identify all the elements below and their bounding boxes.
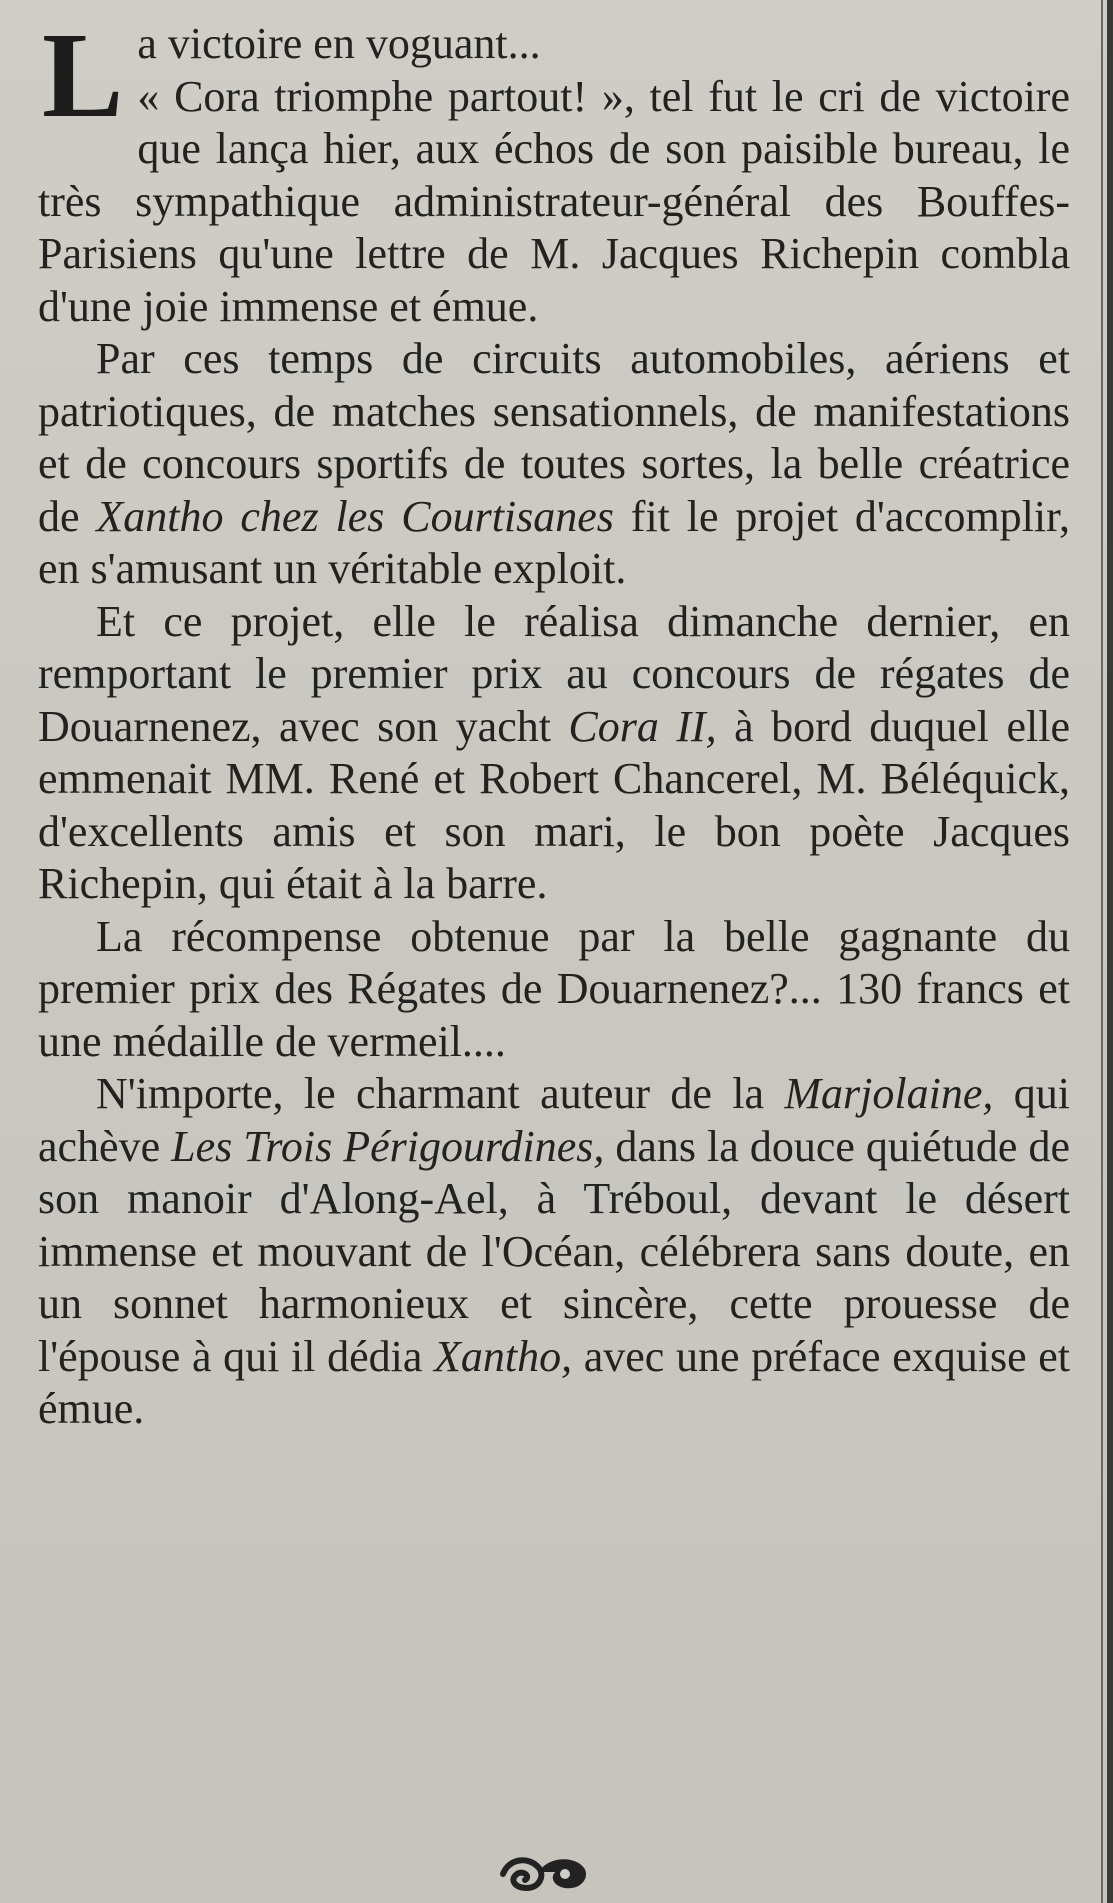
paragraph-2-text-b: fit le projet d'accomplir, en s'amusant un véritable exploit. [38,491,1071,593]
paragraph-1-opening: a victoire en voguant... [137,19,541,68]
work-title-xantho: Xantho, [434,1331,573,1381]
paragraph-5 [38,1068,1070,1436]
paragraph-3-text-a: Et ce projet, elle le réalisa dimanche dernier, en remportant le premier prix au concours de régates de Douarnenez, avec son yacht [38,596,1070,751]
column-rule [1107,0,1113,1903]
work-title-perigourdines: Les Trois Périgourdines, [171,1121,605,1171]
paragraph-5-text-c: dans la douce quiétude de son manoir d'Along-Ael, à Tréboul, devant le désert immense et mouvant de l'Océan, célébrera sans doute, en un sonnet harmonieux et sincère, cette prouesse de l'épouse à qui il dédia [38,1121,1070,1381]
drop-cap: L [42,8,124,143]
article-body [38,8,1071,1436]
paragraph-1-text: « Cora triomphe partout! », tel fut le cri de victoire que lança hier, aux échos de son paisible bureau, le très sympathique administrateur-général des Bouffes-Parisiens qu'une lettre de M. Jacques Richepin combla d'une joie immense et émue. [38,71,1070,331]
paragraph-5-text-b: qui achève [38,1069,1070,1171]
paragraph-1 [38,8,1070,333]
yacht-name: Cora II, [568,701,717,751]
play-title: Xantho chez les Courtisanes [96,491,614,541]
paragraph-4-text: La récompense obtenue par la belle gagnante du premier prix des Régates de Douarnenez?... 130 francs et une médaille de vermeil.... [38,911,1070,1066]
paragraph-5-text-a: N'importe, le charmant auteur de la [96,1069,785,1118]
paragraph-2-text-a: Par ces temps de circuits automobiles, aériens et patriotiques, de matches sensationnels, de manifestations et de concours sportifs de toutes sortes, la belle créatrice de [38,334,1070,541]
paragraph-4 [38,911,1070,1069]
paragraph-5-text-d: avec une préface exquise et émue. [38,1331,1070,1433]
column-rule-inner [1101,0,1103,1903]
paragraph-3 [38,596,1070,911]
paragraph-2 [38,333,1070,596]
work-title-marjolaine: Marjolaine, [784,1069,994,1118]
fleuron-icon [495,1850,595,1894]
paragraph-3-text-b: à bord duquel elle emmenait MM. René et Robert Chancerel, M. Béléquick, d'excellents amis et son mari, le bon poète Jacques Richepin, qui était à la barre. [38,701,1070,908]
